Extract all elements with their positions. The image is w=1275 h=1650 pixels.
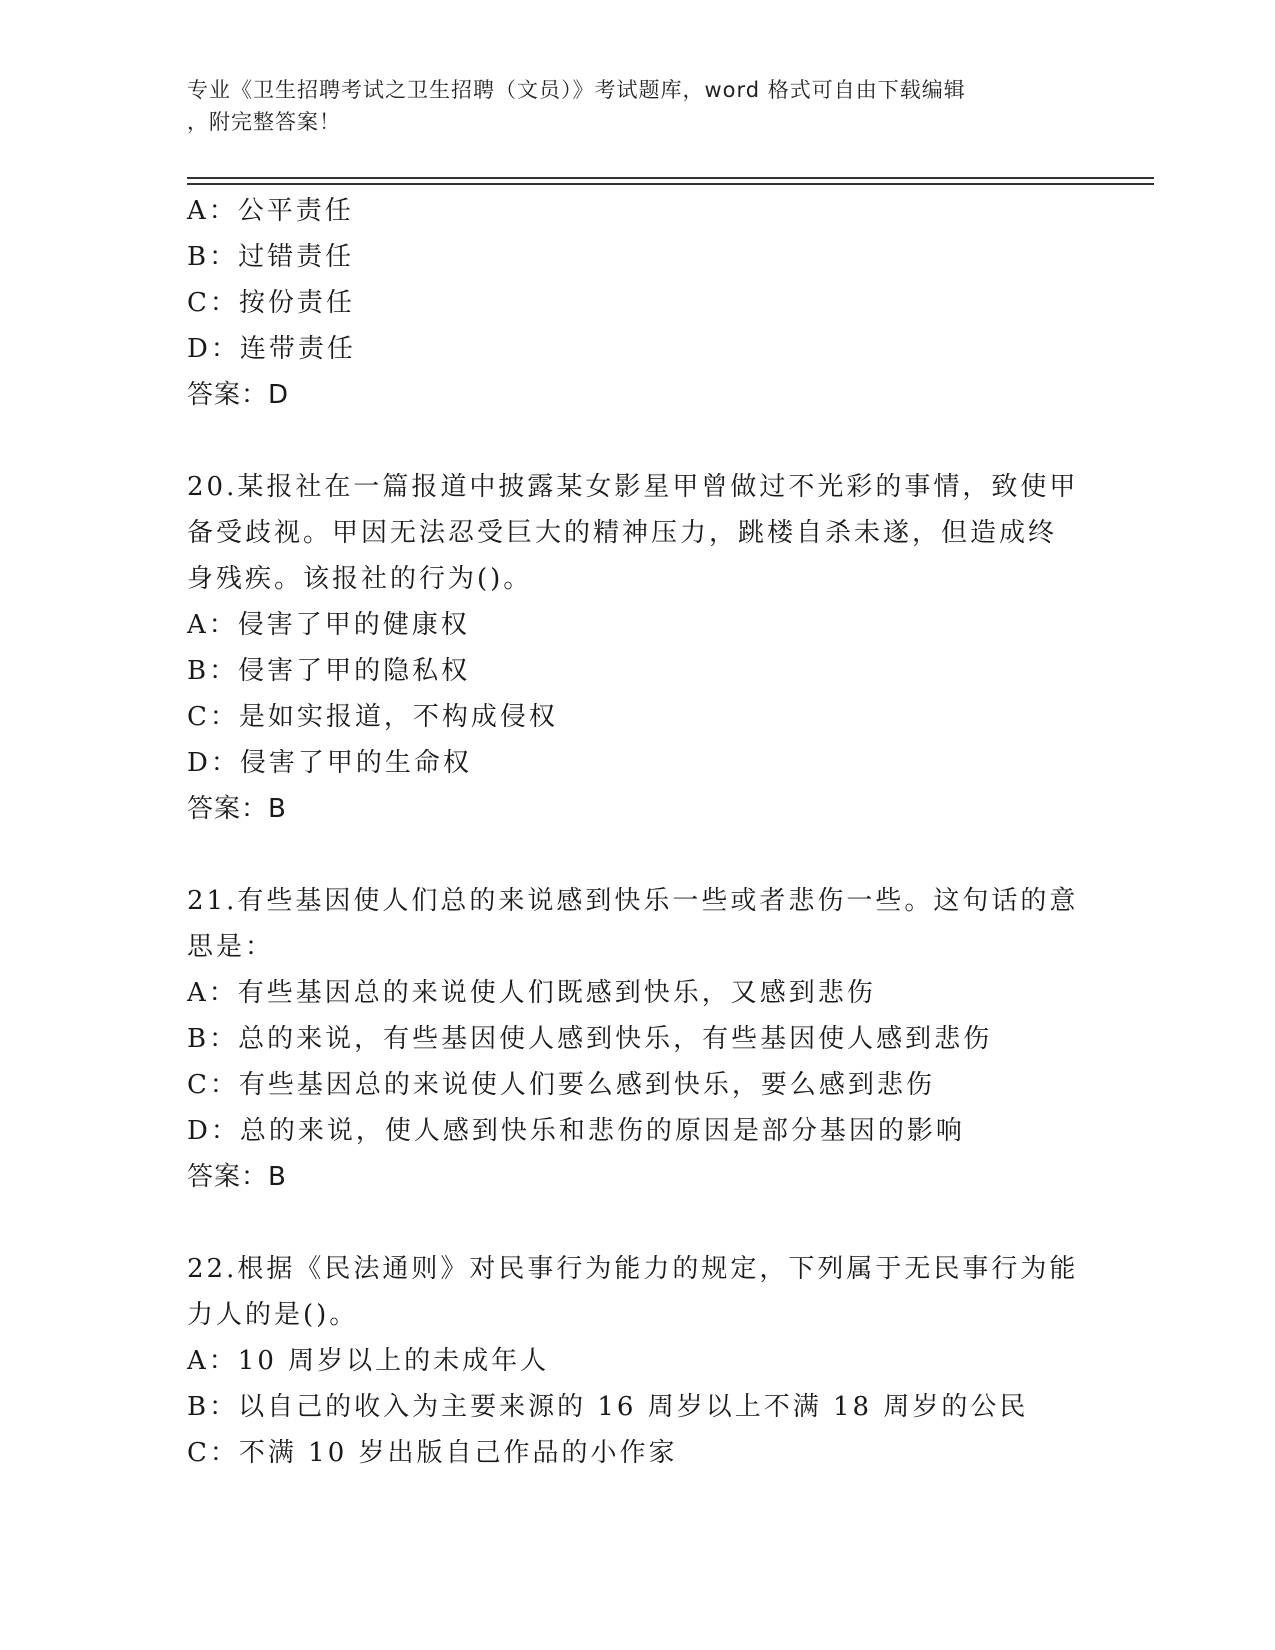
option-c: C：不满 10 岁出版自己作品的小作家 (187, 1438, 678, 1468)
question-19 (187, 188, 1087, 418)
question-stem-line: 21.有些基因使人们总的来说感到快乐一些或者悲伤一些。这句话的意 (187, 886, 1079, 916)
question-stem-line: 20.某报社在一篇报道中披露某女影星甲曾做过不光彩的事情，致使甲 (187, 472, 1079, 502)
option-b: B：过错责任 (187, 242, 355, 272)
option-d: D：连带责任 (187, 334, 356, 364)
question-stem-line: 22.根据《民法通则》对民事行为能力的规定，下列属于无民事行为能 (187, 1254, 1079, 1284)
option-c: C：按份责任 (187, 288, 355, 318)
spacer (187, 418, 1087, 464)
answer: 答案：D (187, 380, 290, 410)
option-a: A：10 周岁以上的未成年人 (187, 1346, 550, 1376)
question-stem-line: 力人的是()。 (187, 1300, 359, 1330)
header-line-1: 专业《卫生招聘考试之卫生招聘（文员）》考试题库，word 格式可自由下载编辑 (187, 78, 966, 102)
option-a: A：公平责任 (187, 196, 354, 226)
answer: 答案：B (187, 1162, 287, 1192)
option-b: B：以自己的收入为主要来源的 16 周岁以上不满 18 周岁的公民 (187, 1392, 1029, 1422)
question-stem-line: 身残疾。该报社的行为()。 (187, 564, 533, 594)
option-c: C：是如实报道，不构成侵权 (187, 702, 558, 732)
question-22 (187, 1246, 1087, 1476)
option-b: B：侵害了甲的隐私权 (187, 656, 471, 686)
question-20 (187, 464, 1087, 832)
option-b: B：总的来说，有些基因使人感到快乐，有些基因使人感到悲伤 (187, 1024, 993, 1054)
option-c: C：有些基因总的来说使人们要么感到快乐，要么感到悲伤 (187, 1070, 935, 1100)
question-stem-line: 思是： (187, 932, 275, 962)
spacer (187, 832, 1087, 878)
option-d: D：侵害了甲的生命权 (187, 748, 472, 778)
document-header (187, 74, 1067, 138)
header-divider-bottom (187, 183, 1154, 185)
option-a: A：侵害了甲的健康权 (187, 610, 470, 640)
spacer (187, 1200, 1087, 1246)
header-line-2: ，附完整答案！ (187, 110, 341, 134)
question-stem-line: 备受歧视。甲因无法忍受巨大的精神压力，跳楼自杀未遂，但造成终 (187, 518, 1058, 548)
option-d: D：总的来说，使人感到快乐和悲伤的原因是部分基因的影响 (187, 1116, 965, 1146)
answer: 答案：B (187, 794, 287, 824)
header-divider-top (187, 177, 1154, 179)
question-21 (187, 878, 1087, 1200)
question-list (187, 188, 1087, 1476)
option-a: A：有些基因总的来说使人们既感到快乐，又感到悲伤 (187, 978, 876, 1008)
